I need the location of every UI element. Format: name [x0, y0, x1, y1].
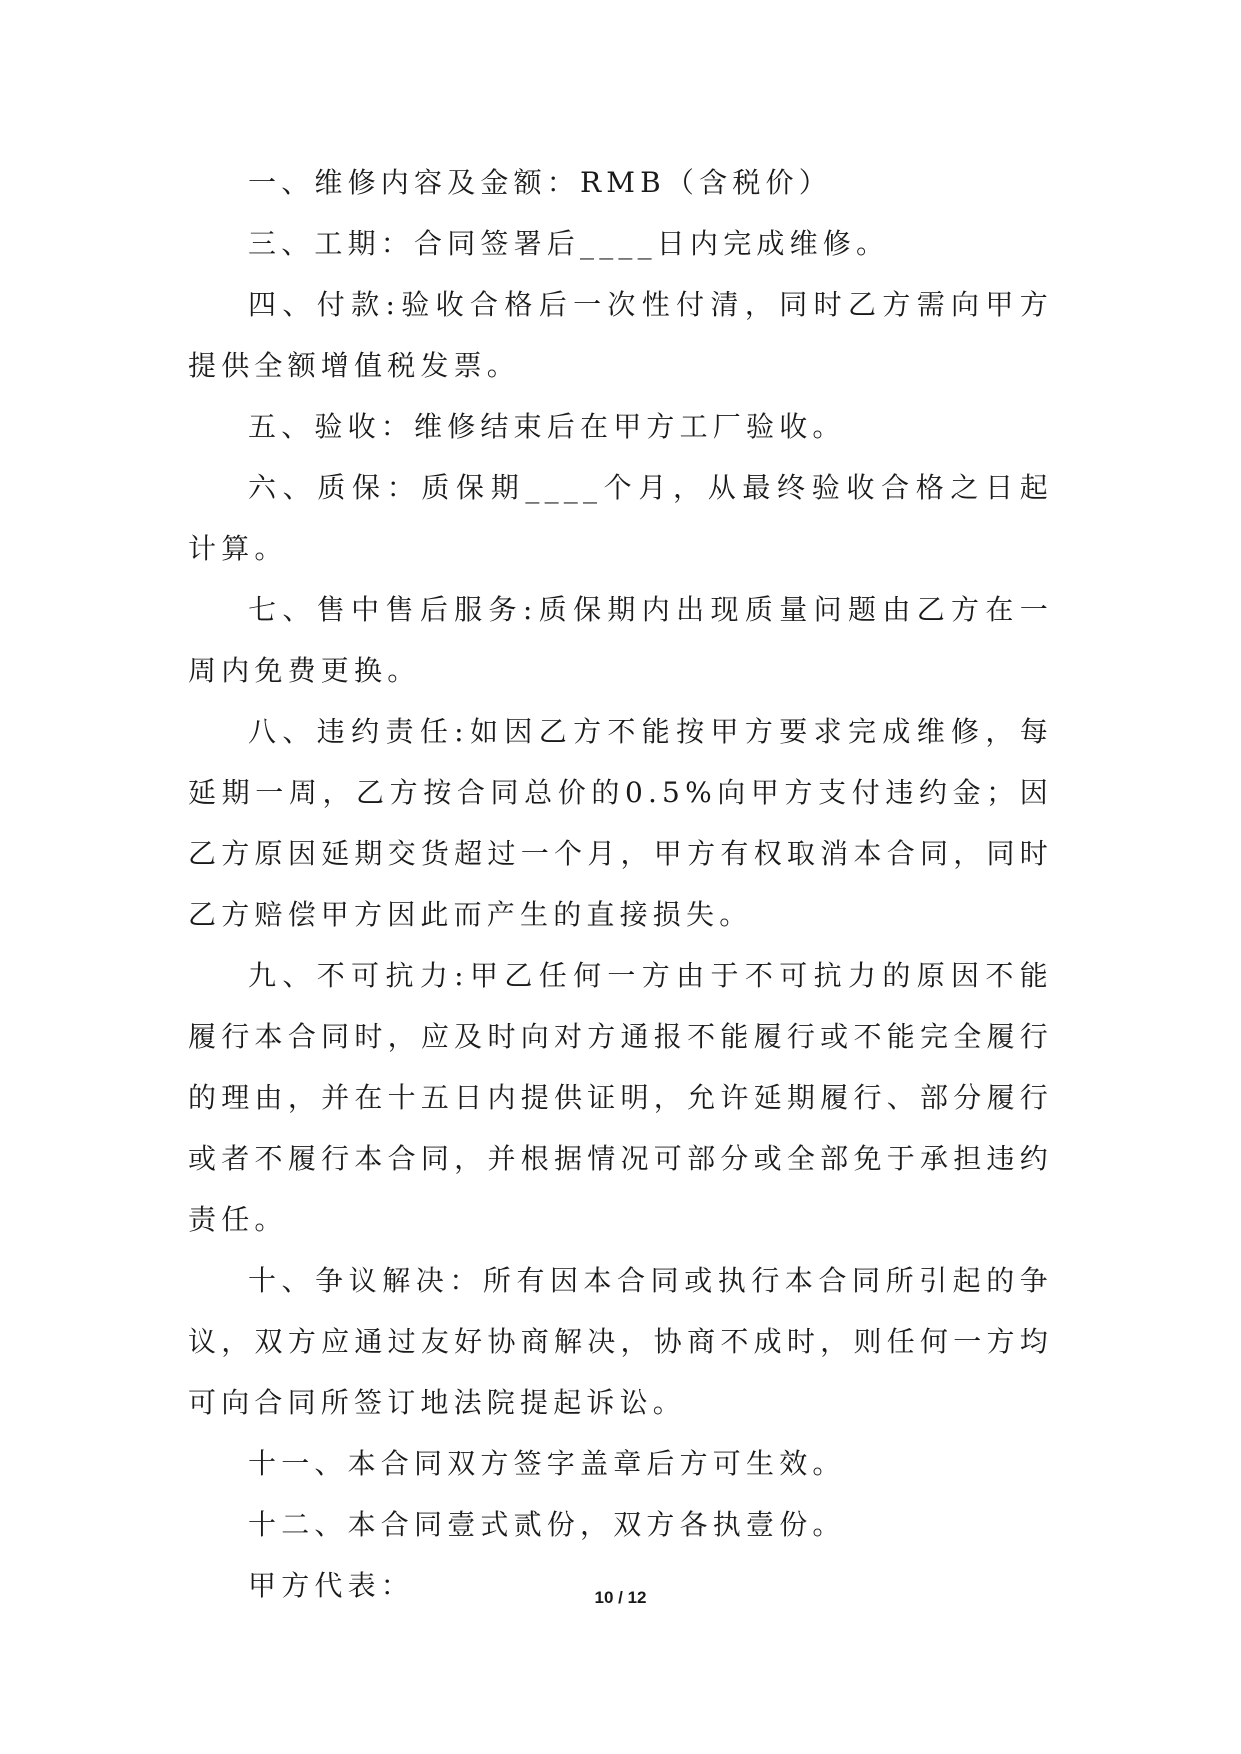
- clause-force-majeure: 九、不可抗力:甲乙任何一方由于不可抗力的原因不能履行本合同时，应及时向对方通报不能履行或不能完全履行的理由，并在十五日内提供证明，允许延期履行、部分履行或者不履行本合同，并根据情况可部分或全部免于承担违约责任。: [188, 959, 1053, 1236]
- clause-work-period: 三、工期：合同签署后____日内完成维修。: [248, 227, 890, 260]
- clause-maintenance-content: 一、维修内容及金额：RMB（含税价）: [248, 166, 832, 199]
- clause-dispute-resolution: 十、争议解决：所有因本合同或执行本合同所引起的争议，双方应通过友好协商解决，协商不成时，则任何一方均可向合同所签订地法院提起诉讼。: [188, 1264, 1053, 1419]
- clause-after-sales-service: 七、售中售后服务:质保期内出现质量问题由乙方在一周内免费更换。: [188, 593, 1053, 687]
- clause-effectiveness: 十一、本合同双方签字盖章后方可生效。: [248, 1447, 846, 1480]
- clause-acceptance: 五、验收：维修结束后在甲方工厂验收。: [248, 410, 846, 443]
- clause-copies: 十二、本合同壹式贰份，双方各执壹份。: [248, 1508, 846, 1541]
- clause-warranty: 六、质保：质保期____个月，从最终验收合格之日起计算。: [188, 471, 1053, 565]
- contract-body: [188, 152, 1053, 1616]
- clause-breach-liability: 八、违约责任:如因乙方不能按甲方要求完成维修，每延期一周，乙方按合同总价的0.5%向甲方支付违约金；因乙方原因延期交货超过一个月，甲方有权取消本合同，同时乙方赔偿甲方因此而产生的直接损失。: [188, 715, 1053, 931]
- clause-payment: 四、付款:验收合格后一次性付清，同时乙方需向甲方提供全额增值税发票。: [188, 288, 1053, 382]
- party-a-representative: 甲方代表：: [248, 1569, 415, 1602]
- page-number: 10 / 12: [594, 1588, 647, 1607]
